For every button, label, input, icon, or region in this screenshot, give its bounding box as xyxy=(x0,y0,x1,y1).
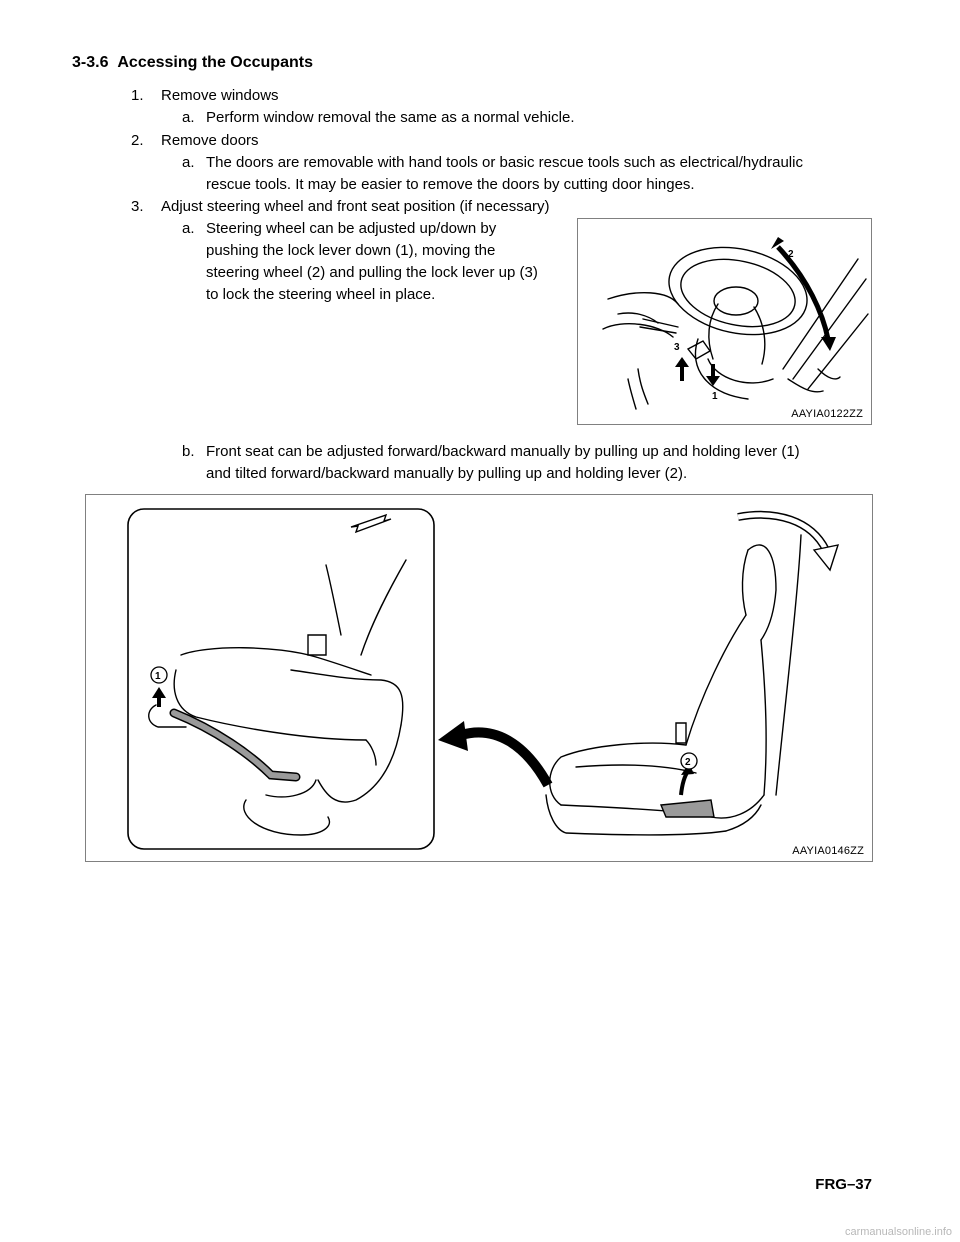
step-3a: a. Steering wheel can be adjusted up/down by xyxy=(182,220,497,237)
step-3b: b. Front seat can be adjusted forward/backward manually by pulling up and holding lever (1) xyxy=(182,443,800,460)
callout-1: 1 xyxy=(155,671,161,682)
step-3b-cont: and tilted forward/backward manually by pulling up and holding lever (2). xyxy=(206,465,688,482)
watermark: carmanualsonline.info xyxy=(844,1226,952,1238)
figure-code: AAYIA0122ZZ xyxy=(791,408,863,420)
steering-wheel-figure xyxy=(577,218,872,425)
section-title: Accessing the Occupants xyxy=(117,54,313,71)
page-number: FRG–37 xyxy=(815,1176,872,1193)
callout-2: 2 xyxy=(685,757,691,768)
figure-code: AAYIA0146ZZ xyxy=(792,845,864,857)
step-2: 2. Remove doors xyxy=(131,132,259,149)
step-2a-cont: rescue tools. It may be easier to remove the doors by cutting door hinges. xyxy=(206,176,695,193)
callout-3: 3 xyxy=(674,342,680,353)
step-3a-cont2: steering wheel (2) and pulling the lock lever up (3) xyxy=(206,264,538,281)
step-3: 3. Adjust steering wheel and front seat position (if necessary) xyxy=(131,198,550,215)
callout-1: 1 xyxy=(712,391,718,402)
callout-2: 2 xyxy=(788,249,794,260)
step-3a-cont3: to lock the steering wheel in place. xyxy=(206,286,436,303)
step-2a: a. The doors are removable with hand tools or basic rescue tools such as electrical/hydraulic xyxy=(182,154,803,171)
front-seat-illustration xyxy=(86,495,873,862)
section-number: 3-3.6 xyxy=(72,54,109,71)
section-heading xyxy=(72,54,313,72)
step-1a: a. Perform window removal the same as a normal vehicle. xyxy=(182,109,575,126)
front-seat-figure xyxy=(85,494,873,862)
steering-wheel-illustration xyxy=(578,219,872,425)
step-1: 1. Remove windows xyxy=(131,87,279,104)
step-3a-cont1: pushing the lock lever down (1), moving the xyxy=(206,242,496,259)
